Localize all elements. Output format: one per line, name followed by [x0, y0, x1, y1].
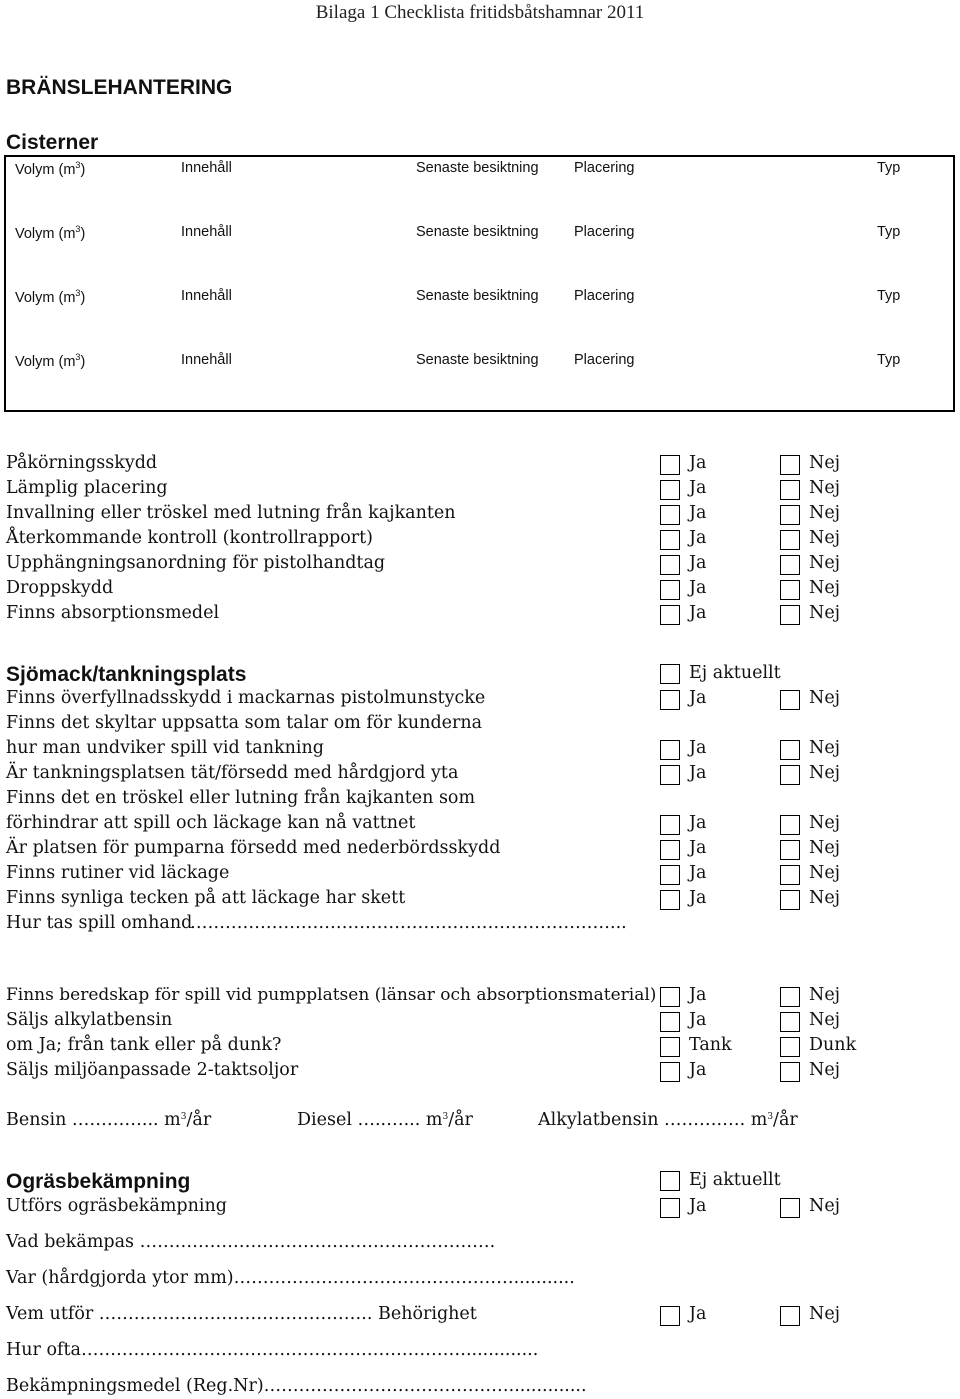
besiktning-cell: Senaste besiktning	[416, 352, 539, 368]
ja-label: Ja	[689, 578, 707, 598]
question-label: Lämplig placering	[6, 478, 168, 498]
ja-checkbox[interactable]	[660, 1062, 680, 1082]
ja-label: Ja	[689, 738, 707, 758]
ja-checkbox[interactable]	[660, 530, 680, 550]
placering-cell: Placering	[574, 160, 635, 176]
tank-checkbox[interactable]	[660, 1037, 680, 1057]
nej-checkbox[interactable]	[780, 530, 800, 550]
var-field[interactable]: Var (hårdgjorda ytor mm)…………………………………………...........	[6, 1268, 575, 1288]
vad-bekampas-field[interactable]: Vad bekämpas …………………………………………………….	[6, 1232, 496, 1252]
nej-checkbox[interactable]	[780, 605, 800, 625]
nej-checkbox[interactable]	[780, 1198, 800, 1218]
typ-cell: Typ	[877, 160, 901, 176]
ja-label: Ja	[689, 478, 707, 498]
nej-label: Nej	[809, 1304, 841, 1324]
ja-label: Ja	[689, 888, 707, 908]
nej-label: Nej	[809, 578, 841, 598]
question-label: Säljs miljöanpassade 2-taktsoljor	[6, 1060, 299, 1080]
nej-checkbox[interactable]	[780, 815, 800, 835]
table-row	[6, 160, 953, 180]
nej-label: Nej	[809, 1060, 841, 1080]
ja-label: Ja	[689, 453, 707, 473]
placering-cell: Placering	[574, 224, 635, 240]
ja-checkbox[interactable]	[660, 605, 680, 625]
ja-label: Ja	[689, 688, 707, 708]
question-label: Påkörningsskydd	[6, 453, 158, 473]
dunk-label: Dunk	[809, 1035, 857, 1055]
ja-checkbox[interactable]	[660, 1198, 680, 1218]
nej-label: Nej	[809, 813, 841, 833]
nej-label: Nej	[809, 688, 841, 708]
volym-cell: Volym $(m^3)$	[15, 352, 86, 370]
nej-label: Nej	[809, 985, 841, 1005]
spill-answer-field[interactable]: ………………………………………………………………...	[190, 913, 627, 933]
question-label: Upphängningsanordning för pistolhandtag	[6, 553, 386, 573]
question-label: Finns rutiner vid läckage	[6, 863, 230, 883]
ja-checkbox[interactable]	[660, 765, 680, 785]
nej-checkbox[interactable]	[780, 555, 800, 575]
nej-checkbox[interactable]	[780, 865, 800, 885]
nej-checkbox[interactable]	[780, 890, 800, 910]
diesel-volume-field[interactable]: Diesel …..…... $m^3/år$	[297, 1110, 473, 1130]
innehall-cell: Innehåll	[181, 224, 232, 240]
ja-checkbox[interactable]	[660, 987, 680, 1007]
question-label: Finns överfyllnadsskydd i mackarnas pistolmunstycke	[6, 688, 486, 708]
table-row	[6, 352, 953, 372]
behorighet-nej-checkbox[interactable]	[780, 1306, 800, 1326]
question-label: Är tankningsplatsen tät/försedd med hårdgjord yta	[6, 763, 459, 783]
ja-label: Ja	[689, 553, 707, 573]
table-row	[6, 224, 953, 244]
ja-checkbox[interactable]	[660, 505, 680, 525]
nej-checkbox[interactable]	[780, 840, 800, 860]
ja-checkbox[interactable]	[660, 690, 680, 710]
innehall-cell: Innehåll	[181, 160, 232, 176]
alkylat-volume-field[interactable]: Alkylatbensin ……….…. $m^3/år$	[538, 1110, 798, 1130]
tank-label: Tank	[689, 1035, 732, 1055]
nej-label: Nej	[809, 478, 841, 498]
table-row	[6, 288, 953, 308]
nej-label: Nej	[809, 528, 841, 548]
ja-label: Ja	[689, 603, 707, 623]
nej-checkbox[interactable]	[780, 690, 800, 710]
innehall-cell: Innehåll	[181, 288, 232, 304]
sjomack-heading: Sjömack/tankningsplats	[6, 663, 247, 686]
ja-checkbox[interactable]	[660, 840, 680, 860]
main-heading: BRÄNSLEHANTERING	[6, 76, 233, 99]
question-label: Finns absorptionsmedel	[6, 603, 220, 623]
ja-label: Ja	[689, 1010, 707, 1030]
question-label: förhindrar att spill och läckage kan nå vattnet	[6, 813, 416, 833]
ja-label: Ja	[689, 528, 707, 548]
bensin-volume-field[interactable]: Bensin …………... $m^3/år$	[6, 1110, 212, 1130]
question-label-line1: Finns det en tröskel eller lutning från kajkanten som	[6, 788, 476, 808]
page-header: Bilaga 1 Checklista fritidsbåtshamnar 2011	[315, 2, 645, 23]
ja-checkbox[interactable]	[660, 580, 680, 600]
nej-checkbox[interactable]	[780, 740, 800, 760]
volym-cell: Volym $(m^3)$	[15, 224, 86, 242]
question-label: Är platsen för pumparna försedd med nederbördsskydd	[6, 838, 501, 858]
ja-label: Ja	[689, 503, 707, 523]
question-label: Säljs alkylatbensin	[6, 1010, 173, 1030]
ja-label: Ja	[689, 1060, 707, 1080]
ja-label: Ja	[689, 813, 707, 833]
typ-cell: Typ	[877, 352, 901, 368]
ja-label: Ja	[689, 985, 707, 1005]
nej-checkbox[interactable]	[780, 765, 800, 785]
ja-checkbox[interactable]	[660, 480, 680, 500]
nej-label: Nej	[809, 553, 841, 573]
nej-label: Nej	[809, 1010, 841, 1030]
behorighet-ja-checkbox[interactable]	[660, 1306, 680, 1326]
cisterner-heading: Cisterner	[6, 131, 99, 154]
nej-label: Nej	[809, 738, 841, 758]
besiktning-cell: Senaste besiktning	[416, 224, 539, 240]
ja-checkbox[interactable]	[660, 455, 680, 475]
ej-aktuellt-label: Ej aktuellt	[689, 663, 781, 683]
nej-label: Nej	[809, 603, 841, 623]
ja-checkbox[interactable]	[660, 555, 680, 575]
ja-label: Ja	[689, 1304, 707, 1324]
volym-cell: Volym $(m^3)$	[15, 160, 86, 178]
nej-label: Nej	[809, 763, 841, 783]
bekampningsmedel-field[interactable]: Bekämpningsmedel (Reg.Nr)……………………………………..............	[6, 1376, 587, 1396]
nej-label: Nej	[809, 453, 841, 473]
placering-cell: Placering	[574, 352, 635, 368]
hur-ofta-field[interactable]: Hur ofta………………………………………………………….............	[6, 1340, 539, 1360]
nej-checkbox[interactable]	[780, 1012, 800, 1032]
placering-cell: Placering	[574, 288, 635, 304]
nej-label: Nej	[809, 888, 841, 908]
besiktning-cell: Senaste besiktning	[416, 160, 539, 176]
innehall-cell: Innehåll	[181, 352, 232, 368]
nej-checkbox[interactable]	[780, 1062, 800, 1082]
ja-checkbox[interactable]	[660, 740, 680, 760]
ja-checkbox[interactable]	[660, 890, 680, 910]
dunk-checkbox[interactable]	[780, 1037, 800, 1057]
question-label: Finns synliga tecken på att läckage har skett	[6, 888, 406, 908]
ograsbekampning-heading: Ogräsbekämpning	[6, 1170, 191, 1193]
question-label: om Ja; från tank eller på dunk?	[6, 1035, 282, 1055]
ej-aktuellt-checkbox[interactable]	[660, 664, 680, 684]
nej-label: Nej	[809, 1196, 841, 1216]
nej-checkbox[interactable]	[780, 505, 800, 525]
ja-checkbox[interactable]	[660, 815, 680, 835]
nej-label: Nej	[809, 863, 841, 883]
ja-label: Ja	[689, 1196, 707, 1216]
besiktning-cell: Senaste besiktning	[416, 288, 539, 304]
nej-label: Nej	[809, 838, 841, 858]
nej-checkbox[interactable]	[780, 987, 800, 1007]
nej-checkbox[interactable]	[780, 580, 800, 600]
question-label: Återkommande kontroll (kontrollrapport)	[6, 528, 373, 548]
spill-label: Hur tas spill omhand	[6, 913, 193, 933]
ja-label: Ja	[689, 763, 707, 783]
nej-label: Nej	[809, 503, 841, 523]
ej-aktuellt-label: Ej aktuellt	[689, 1170, 781, 1190]
typ-cell: Typ	[877, 224, 901, 240]
question-label: hur man undviker spill vid tankning	[6, 738, 324, 758]
ja-label: Ja	[689, 838, 707, 858]
nej-checkbox[interactable]	[780, 480, 800, 500]
question-label: Finns beredskap för spill vid pumpplatsen (länsar och absorptionsmaterial)	[6, 985, 657, 1005]
ej-aktuellt-checkbox[interactable]	[660, 1171, 680, 1191]
ja-label: Ja	[689, 863, 707, 883]
typ-cell: Typ	[877, 288, 901, 304]
question-label: Droppskydd	[6, 578, 114, 598]
nej-checkbox[interactable]	[780, 455, 800, 475]
question-label-line1: Finns det skyltar uppsatta som talar om för kunderna	[6, 713, 483, 733]
vem-utfor-field[interactable]: Vem utför ……………………………………….. Behörighet	[6, 1304, 477, 1324]
ja-checkbox[interactable]	[660, 865, 680, 885]
question-label: Invallning eller tröskel med lutning från kajkanten	[6, 503, 456, 523]
cisterner-table	[4, 155, 955, 412]
question-label: Utförs ogräsbekämpning	[6, 1196, 227, 1216]
volym-cell: Volym $(m^3)$	[15, 288, 86, 306]
ja-checkbox[interactable]	[660, 1012, 680, 1032]
